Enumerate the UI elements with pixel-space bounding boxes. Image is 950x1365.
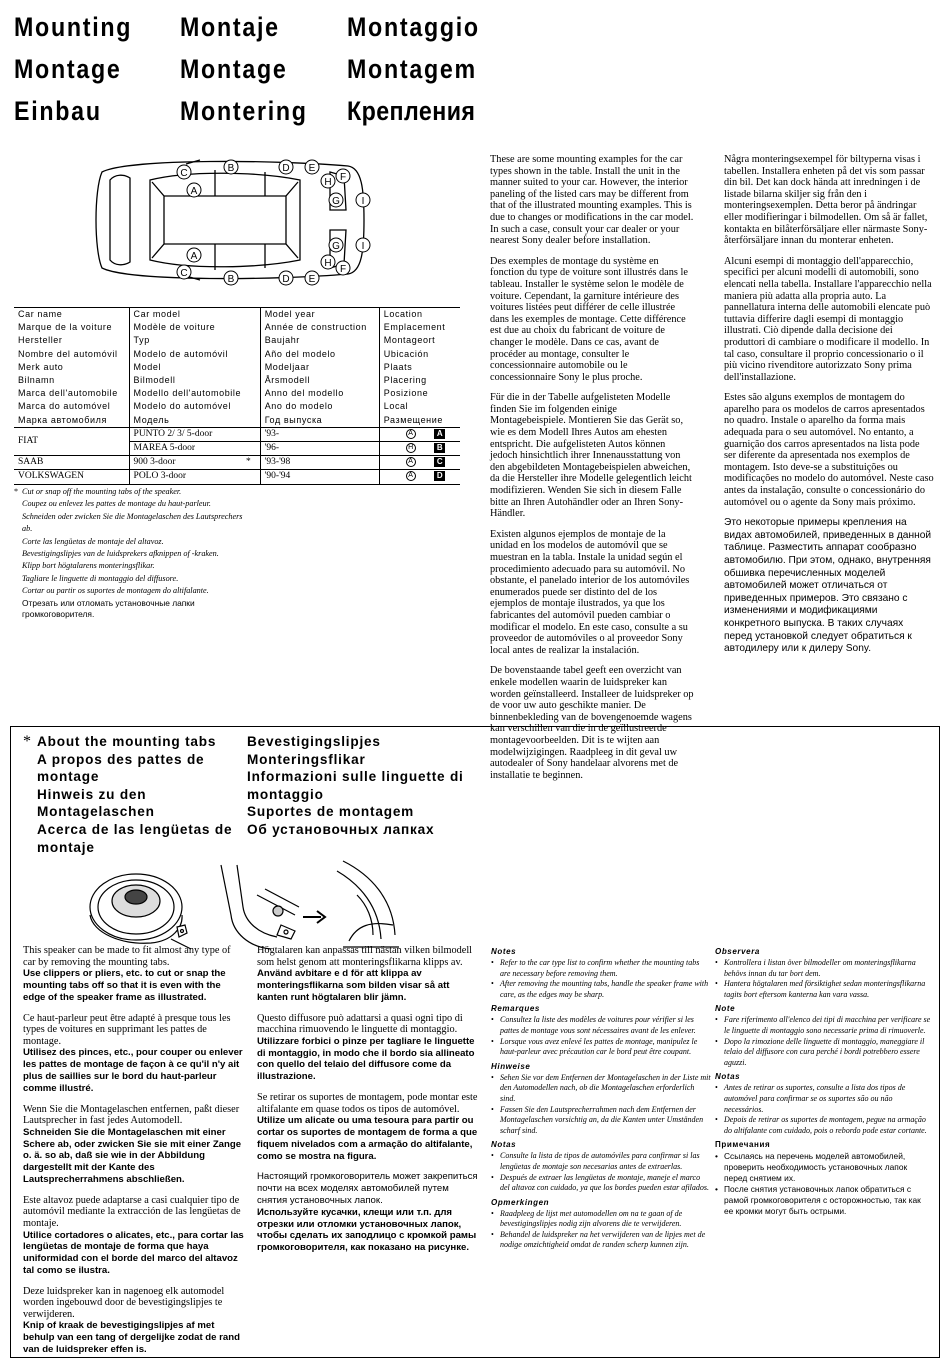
speaker-type-badge: C — [434, 457, 445, 467]
tabs-body-en: This speaker can be made to fit almost any type of car by removing the mounting tabs. Use clippers or pliers, etc. to cut or snap the mounting tabs off so that it is even with the edge of the speaker frame as illustrated. — [23, 945, 231, 1003]
intro-fr: Des exemples de montage du système en fonction du type de voiture sont illustrés dans le tableau. Installer le système selon le modèle de voiture. Cependant, la garniture intérieure des voitures listées peut différer de celle illustrée dans les exemples de montage. Cette différence est due au choix du fabricant de voiture de changer le modèle. Dans ce cas, avant de procéder au montage, consulter le concessionnaire automobile ou le concessionnaire Sony le plus proche. — [490, 255, 688, 383]
notes-nl: Opmerkingen • Raadpleeg de lijst met automodellen om na te gaan of de bevestigingslipjes nodig zijn alvorens die te verwijderen. • Behandel de luidspreker na het verwijderen van de lipjes met de nodige omzichtigheid omdat de randen scherp kunnen zijn. — [491, 1197, 711, 1251]
car-cabin — [150, 173, 300, 267]
tabs-title-en: About the mounting tabs — [37, 734, 217, 749]
tabs-body-de: Wenn Sie die Montagelaschen entfernen, paßt dieser Lautsprecher in fast jedes Automodell. Schneiden Sie die Montagelaschen mit einer Schere ab, oder zwicken Sie sie mit einer Zange o. ä. so ab, daß sie wie in der Abbildung dargestellt mit der Kante des Lautsprecherrahmens abschließen. — [23, 1103, 242, 1185]
cell-model: 900 3-door — [129, 456, 242, 470]
label-f-bottom — [336, 261, 350, 275]
intro-de: Für die in der Tabelle aufgelisteten Modelle finden Sie im folgenden einige Montagebeispiele. Montieren Sie das Gerät so, wie es dem Modell Ihres Autos am ehesten entspricht. Die aufgelisteten Autos können jedoch hinsichtlich ihrer Innenausstattung von den abgebildeten Montagebeispielen abweichen, da die Hersteller ihre Modelle gelegentlich leicht modifizieren. Wenden Sie sich in diesem Falle bitte an Ihren Autohändler oder an Ihren Sony-Händler. — [490, 392, 692, 520]
heading-mounting: Mounting — [14, 12, 133, 42]
location-circle: A — [406, 457, 416, 467]
cell-mark — [242, 427, 260, 441]
cell-year: '93-'98 — [260, 456, 379, 470]
svg-text:I: I — [361, 196, 365, 207]
header-car-name: Car name Marque de la voiture Hersteller Nombre del automóvil Merk auto Bilnamn Marca dell'automobile Marca do automóvel Марка автомобиля — [18, 309, 118, 425]
speaker-illustration — [81, 855, 411, 955]
tabs-body-fr: Ce haut-parleur peut être adapté à presque tous les types de voitures en supprimant les pattes de montage. Utilisez des pinces, etc., pour couper ou enlever les pattes de montage de façon à ce qu'il n'y ait plus de saillies sur le bord du haut-parleur comme illustré. — [23, 1012, 243, 1094]
footnote-line: Coupez ou enlevez les pattes de montage du haut-parleur. — [22, 499, 211, 509]
label-g-bottom — [329, 238, 343, 252]
label-a-top — [187, 183, 201, 197]
svg-text:D: D — [282, 163, 290, 174]
heading-montering: Montering — [180, 96, 308, 126]
footnote-line-ru: Отрезать или отломать установочные лапки громкоговорителя. — [22, 597, 195, 619]
tabs-star: * — [23, 733, 32, 750]
table-row — [14, 427, 460, 441]
svg-text:A: A — [190, 251, 198, 262]
label-i-bottom — [356, 238, 370, 252]
tabs-body-col2 — [257, 945, 479, 1263]
intro-text-right — [724, 154, 934, 665]
header-location: Location Emplacement Montageort Ubicación Plaats Placering Posizione Local Размещение — [379, 308, 460, 428]
pliers-cutting-view — [221, 865, 299, 949]
cell-year: '90-'94 — [260, 470, 379, 484]
tabs-title-pt: Suportes de montagem — [247, 804, 415, 820]
cell-model: MAREA 5-door — [129, 442, 242, 456]
notes-col2 — [715, 943, 931, 1217]
tabs-title-es: Acerca de las lengüetas de montaje — [37, 821, 233, 855]
tabs-body-nl: Deze luidspreker kan in nagenoeg elk automodel worden ingebouwd door de bevestigingslipjes te verwijderen. Knip of kraak de bevestigingslipjes af met behulp van een tang of dergelijke zodat de rand van de luidspreker effen is. — [23, 1285, 240, 1356]
footnote-line: Klipp bort högtalarens monteringsflikar. — [22, 561, 155, 571]
label-c-bottom — [177, 265, 191, 279]
label-d-top — [279, 160, 293, 174]
footnote-line: Corte las lengüetas de montaje del altavoz. — [22, 536, 164, 546]
label-c-top — [177, 165, 191, 179]
tabs-body-sv: Högtalaren kan anpassas till nästan vilken bilmodell som helst genom att monteringsflikarna klipps av. Använd avbitare e d för att klippa av monteringsflikarna som bilden visar så att kanten runt högtalaren blir jämn. — [257, 945, 473, 1003]
header-car-model: Car model Modèle de voiture Typ Modelo de automóvil Model Bilmodell Modello dell'automobile Modelo do automóvel Модель — [129, 308, 260, 428]
cell-make: VOLKSWAGEN — [14, 470, 129, 484]
heading-montaggio: Montaggio — [347, 12, 480, 42]
intro-ru: Это некоторые примеры крепления на видах автомобилей, приведенных в данной таблице. Разместить аппарат сообразно автомобилю. При этом, однако, внутренняя обшивка перечисленных моделей автомобилей может отличаться от приведенных примеров. Это связано с изменениями и модификациями конкретного выпуска. В таких случаях перед установкой следует обратиться к автодилеру или к дилеру Sony. — [724, 517, 932, 655]
label-i-top — [356, 193, 370, 207]
heading-montaje: Montaje — [180, 12, 280, 42]
footnote-line: Bevestigingslipjes van de luidsprekers afknippen of -kraken. — [22, 549, 219, 559]
tabs-body-pt: Se retirar os suportes de montagem, pode montar este altifalante em quase todos os tipos de automóvel. Utilize um alicate ou uma tesoura para partir ou cortar os suportes de montagem de forma a que fiquem nivelados com a armação do altifalante, como se mostra na figura. — [257, 1091, 478, 1162]
svg-text:B: B — [227, 274, 235, 285]
label-a-bottom — [187, 248, 201, 262]
footnote-star: * — [14, 487, 19, 496]
intro-pt: Estes são alguns exemplos de montagem do aparelho para os modelos de carros apresentados no quadro. Instale o aparelho da forma mais adequada para o seu automóvel. No entanto, a guarnição dos carros apresentados na lista pode ser diferente da apresentada nos exemplos de montagem. Isto deve-se a substituições ou modificações no modelo do automóvel. Neste caso antes da instalação, consulte o concessionário do automóvel ou o agente da Sony mais próximo. — [724, 392, 934, 508]
cell-make: SAAB — [14, 456, 129, 470]
svg-text:H: H — [324, 177, 332, 188]
svg-text:A: A — [190, 186, 198, 197]
location-circle: A — [406, 471, 416, 481]
heading-einbau: Einbau — [14, 96, 102, 126]
speaker-front-view — [90, 874, 191, 949]
tabs-title-right — [247, 733, 487, 839]
table-row — [14, 456, 460, 470]
notes-de: Hinweise • Sehen Sie vor dem Entfernen der Montagelaschen in der Liste mit den Automodellen nach, ob die Montagelaschen erforderlich sind. • Fassen Sie den Lautsprecherrahmen nach dem Entfernen der Montagelaschen vorsichtig an, da die Kanten unter Umständen scharf sind. — [491, 1061, 711, 1137]
notes-it: Note • Fare riferimento all'elenco dei tipi di macchina per verificare se le linguette di montaggio sono necessarie prima di rimuoverle. • Dopo la rimozione delle linguette di montaggio, maneggiare il telaio del diffusore con cura perché i bordi potrebbero essere aguzzi. — [715, 1003, 931, 1068]
intro-nl: De bovenstaande tabel geeft een overzicht van enkele modellen waarin de luidspreker kan worden geïnstalleerd. Installeer de luidspreker op de voor uw auto geschikte manier. De binnenbekleding van de bovengenoemde wagens kan verschillen van die in de geïllustreerde montagevoorbeelden. Dit is te wijten aan modelwijzigingen. Raadpleeg in dit geval uw autodealer of Sony handelaar alvorens met de installatie te beginnen. — [490, 665, 694, 781]
cell-year: '96- — [260, 442, 379, 456]
svg-text:E: E — [308, 274, 316, 285]
intro-it: Alcuni esempi di montaggio dell'apparecchio, specifici per alcuni modelli di automobili, sono elencati nella tabella. Installare l'apparecchio nella maniera più adatta alla propria auto. La pannellatura interna delle automobili elencate può tuttavia differire dagli esempi di montaggio illustrati. Ciò dipende dalla decisione dei produttori di cambiare o modificare il modello. In tal caso, consultare il proprio concessionario o il più vicino rivenditore autorizzato Sony prima dell'installazione. — [724, 255, 932, 383]
speaker-type-badge: A — [434, 429, 445, 439]
svg-text:H: H — [324, 258, 332, 269]
heading-krepleniya: Крепления — [347, 96, 476, 126]
table-row — [14, 470, 460, 484]
car-top-view-diagram — [90, 150, 380, 290]
notes-fr: Remarques • Consultez la liste des modèles de voitures pour vérifier si les pattes de montage vous sont nécessaires avant de les enlever. • Lorsque vous avez enlevé les pattes de montage, manipulez le haut-parleur avec précaution car le bord peut être coupant. — [491, 1003, 711, 1057]
speaker-type-badge: B — [434, 443, 445, 453]
svg-text:D: D — [282, 274, 290, 285]
label-h-top — [321, 174, 335, 188]
tabs-body-col1 — [23, 945, 245, 1365]
footnote-line: Tagliare le linguette di montaggio del diffusore. — [22, 573, 179, 583]
car-table — [14, 307, 460, 485]
intro-text-mid — [490, 154, 695, 790]
location-circle: A — [406, 429, 416, 439]
intro-en: These are some mounting examples for the car types shown in the table. Install the unit in the manner suited to your car. However, the interior paneling of the listed cars may be different from that of the illustrated mounting examples. This is due to changes or modifications in the car model. In such a case, consult your car dealer or your nearest Sony dealer before installation. — [490, 154, 694, 247]
car-windshield — [152, 182, 164, 258]
svg-text:F: F — [339, 264, 347, 275]
car-rear-window — [286, 182, 298, 258]
label-e-bottom — [305, 271, 319, 285]
tabs-body-it: Questo diffusore può adattarsi a quasi ogni tipo di macchina rimuovendo le linguette di montaggio. Utilizzare forbici o pinze per tagliare le linguette di montaggio, in modo che il bordo sia allineato con quello del telaio del diffusore come da illustrazione. — [257, 1012, 475, 1083]
tabs-title-sv: Monteringsflikar — [247, 751, 366, 767]
notes-pt: Notas • Antes de retirar os suportes, consulte a lista dos tipos de automóvel para confirmar se os suportes são ou não necessários. • Depois de retirar os suportes de montagem, pegue na armação do altifalante com cuidado, pois o rebordo pode estar cortante. — [715, 1071, 931, 1136]
cell-model: POLO 3-door — [129, 470, 242, 484]
speaker-trimmed-view — [337, 861, 399, 947]
notes-col1 — [491, 943, 711, 1251]
footnote-line: Cortar ou partir os suportes de montagem do altifalante. — [22, 586, 209, 596]
tabs-title-it: Informazioni sulle linguette di montaggio — [247, 769, 464, 802]
heading-montage-nl: Montage — [180, 54, 288, 84]
header-model-year: Model year Année de construction Baujahr Año del modelo Modeljaar Årsmodell Anno del modello Ano do modelo Год выпуска — [260, 308, 379, 428]
heading-montage-fr: Montage — [14, 54, 122, 84]
cell-mark: * — [242, 456, 260, 470]
notes-sv: Observera • Kontrollera i listan över bilmodeller om monteringsflikarna behövs innan du tar bort dem. • Hantera högtalaren med försiktighet sedan monteringsflikarna tagits bort eftersom kanterna kan vara vassa. — [715, 946, 931, 1000]
tabs-title-left — [37, 733, 247, 856]
label-h-bottom — [321, 255, 335, 269]
cell-make: FIAT — [14, 427, 129, 455]
notes-es: Notas • Consulte la lista de tipos de automóviles para confirmar si las lengüetas de montaje son necesarias antes de extraerlas. • Después de extraer las lengüetas de montaje, maneje el marco del altavoz con cuidado, ya que los bordes pueden estar afilados. — [491, 1139, 711, 1193]
footnote-line: Schneiden oder zwicken Sie die Montagelaschen des Lautsprechers ab. — [22, 511, 243, 534]
tabs-title-nl: Bevestigingslipjes — [247, 734, 381, 749]
svg-text:I: I — [361, 241, 365, 252]
tabs-title-ru: Об установочных лапках — [247, 821, 435, 837]
table-header-row — [14, 308, 460, 428]
footnote-block — [14, 486, 244, 620]
svg-text:C: C — [180, 268, 188, 279]
label-g-top — [329, 193, 343, 207]
intro-es: Existen algunos ejemplos de montaje de la unidad en los modelos de automóvil que se muestran en la tabla. Instale la unidad según el procedimiento adecuado para su automóvil. No obstante, el panelado interior de los automóviles enumerados puede ser distinto del de los ejemplos de montaje ilustrados, ya que los fabricantes del automóvil pueden cambiar o modificar el modelo. En este caso, consulte a su proveedor de automóviles o al proveedor Sony local antes de realizar la instalación. — [490, 528, 690, 656]
label-f-top — [336, 169, 350, 183]
label-d-bottom — [279, 271, 293, 285]
svg-text:G: G — [332, 241, 340, 252]
label-e-top — [305, 160, 319, 174]
mounting-tabs-box — [10, 726, 940, 1358]
svg-text:F: F — [339, 172, 347, 183]
cell-model: PUNTO 2/ 3/ 5-door — [129, 427, 242, 441]
label-b-bottom — [224, 271, 238, 285]
svg-text:E: E — [308, 163, 316, 174]
tabs-body-es: Este altavoz puede adaptarse a casi cualquier tipo de automóvil mediante la extracción de las lengüetas de montaje. Utilice cortadores o alicates, etc., para cortar las lengüetas de montaje de forma que haya uniformidad con el borde del marco del altavoz tal como se ilustra. — [23, 1194, 244, 1276]
intro-sv: Några monteringsexempel för biltyperna visas i tabellen. Installera enheten på det vis som passar din bil. Det kan dock hända att inredningen i de listade bilarna skiljer sig från den i monteringsexemplen. Detta beror på ändringar eller modifieringar i bilmodellen. Om så är fallet, kontakta en bilåterförsäljare eller närmaste Sony-återförsäljare innan du monterar enheten. — [724, 154, 928, 247]
car-table-wrap — [14, 307, 460, 485]
location-circle: H — [406, 443, 416, 453]
svg-text:C: C — [180, 168, 188, 179]
cell-mark — [242, 442, 260, 456]
cell-year: '93- — [260, 427, 379, 441]
car-hood — [110, 175, 130, 265]
tabs-title-fr: A propos des pattes de montage — [37, 751, 205, 785]
arrow-icon — [303, 911, 325, 923]
footnote-line: Cut or snap off the mounting tabs of the speaker. — [22, 487, 182, 496]
heading-montagem: Montagem — [347, 54, 477, 84]
svg-text:G: G — [332, 196, 340, 207]
notes-en: Notes • Refer to the car type list to confirm whether the mounting tabs are necessary before removing them. • After removing the mounting tabs, handle the speaker frame with care, as the edges may be sharp. — [491, 946, 711, 1000]
label-b-top — [224, 160, 238, 174]
cell-mark — [242, 470, 260, 484]
notes-ru: Примечания • Ссылаясь на перечень моделей автомобилей, проверить необходимость установочных лапок перед снятием их. • После снятия установочных лапок обратиться с рамой громкоговорителя с осторожностью, так как ее кромки могут быть острыми. — [715, 1139, 931, 1217]
tabs-body-ru: Настоящий громкоговоритель может закрепиться почти на всех моделях автомобилей путем снятия установочных лапок. Используйте кусачки, клещи или т.п. для отрезки или отломки установочных лапок, чтобы сделать их заподлицо с кромкой рамы громкоговорителя, как показано на рисунке. — [257, 1171, 478, 1254]
tabs-title-de: Hinweis zu den Montagelaschen — [37, 786, 155, 820]
svg-text:B: B — [227, 163, 235, 174]
speaker-type-badge: D — [434, 471, 445, 481]
